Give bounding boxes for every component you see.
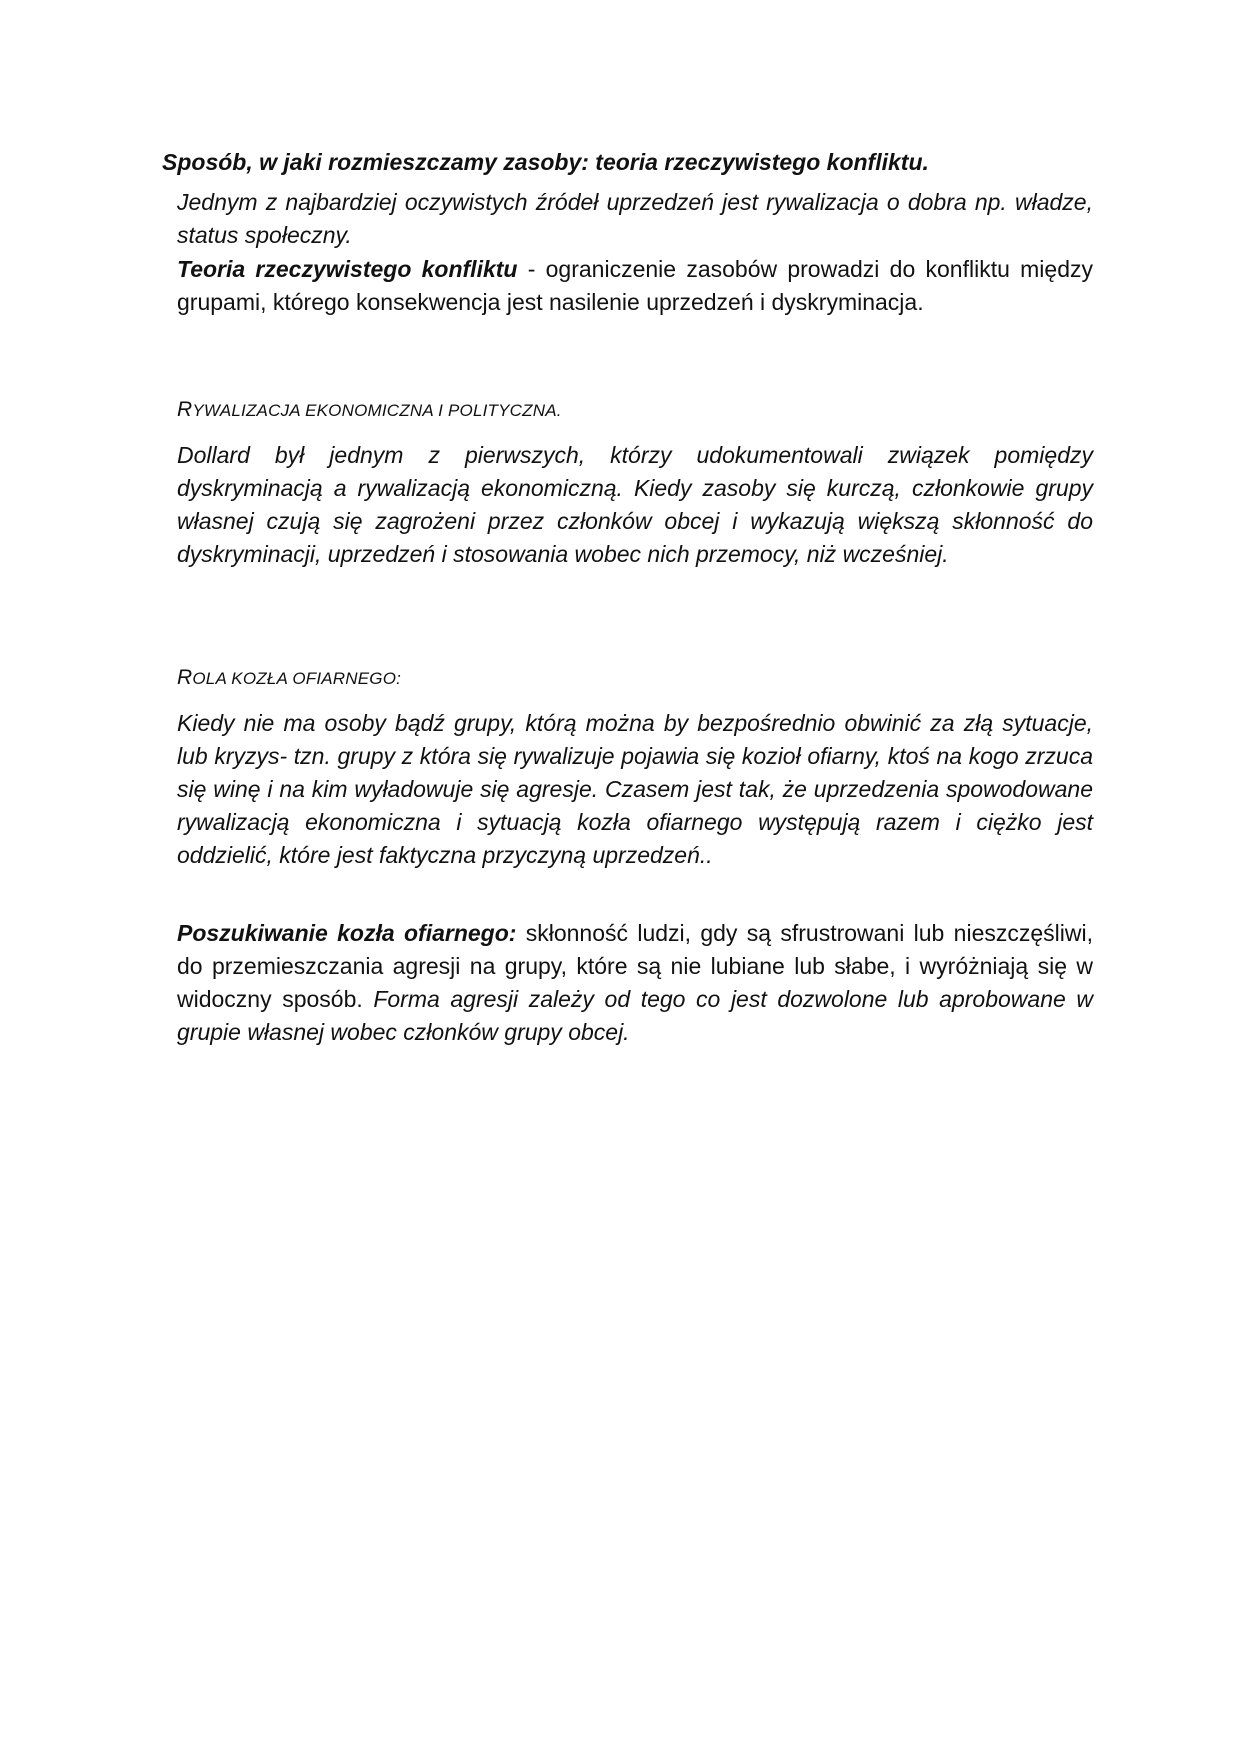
section-title-scapegoat: ROLA KOZŁA OFIARNEGO: — [177, 666, 402, 689]
scapegoat-search-aggression: Forma agresji zależy od tego co jest dozwolone lub aprobowane w grupie własnej wobec członków grupy obcej. — [177, 986, 1093, 1045]
scapegoat-search-paragraph — [177, 917, 1093, 1049]
scapegoat-search-term: Poszukiwanie kozła ofiarnego: — [177, 920, 517, 946]
intro-paragraph: Jednym z najbardziej oczywistych źródeł uprzedzeń jest rywalizacja o dobra np. władze, status społeczny. — [177, 189, 1093, 248]
section-title-economic-rivalry: RYWALIZACJA EKONOMICZNA I POLITYCZNA. — [177, 398, 562, 421]
scapegoat-search-definition: skłonność ludzi, gdy są sfrustrowani lub nieszczęśliwi, do przemieszczania agresji na grupy, które są nie lubiane lub słabe, i wyróżniają się w widoczny sposób. — [177, 920, 1093, 1012]
theory-term: Teoria rzeczywistego konfliktu — [177, 256, 518, 282]
scapegoat-paragraph: Kiedy nie ma osoby bądź grupy, którą można by bezpośrednio obwinić za złą sytuacje, lub kryzys- tzn. grupy z która się rywalizuje pojawia się kozioł ofiarny, ktoś na kogo zrzuca się winę i na kim wyładowuje się agresje. Czasem jest tak, że uprzedzenia spowodowane rywalizacją ekonomiczna i sytuacją kozła ofiarnego występują razem i ciężko jest oddzielić, które jest faktyczna przyczyną uprzedzeń.. — [177, 710, 1093, 868]
theory-definition: - ograniczenie zasobów prowadzi do konfliktu między grupami, którego konsekwencja jest nasilenie uprzedzeń i dyskryminacja. — [177, 256, 1093, 315]
theory-paragraph — [177, 253, 1093, 319]
economic-rivalry-paragraph: Dollard był jednym z pierwszych, którzy udokumentowali związek pomiędzy dyskryminacją a rywalizacją ekonomiczną. Kiedy zasoby się kurczą, członkowie grupy własnej czują się zagrożeni przez członków obcej i wykazują większą skłonność do dyskryminacji, uprzedzeń i stosowania wobec nich przemocy, niż wcześniej. — [177, 442, 1093, 567]
page-heading: Sposób, w jaki rozmieszczamy zasoby: teoria rzeczywistego konfliktu. — [162, 149, 929, 175]
